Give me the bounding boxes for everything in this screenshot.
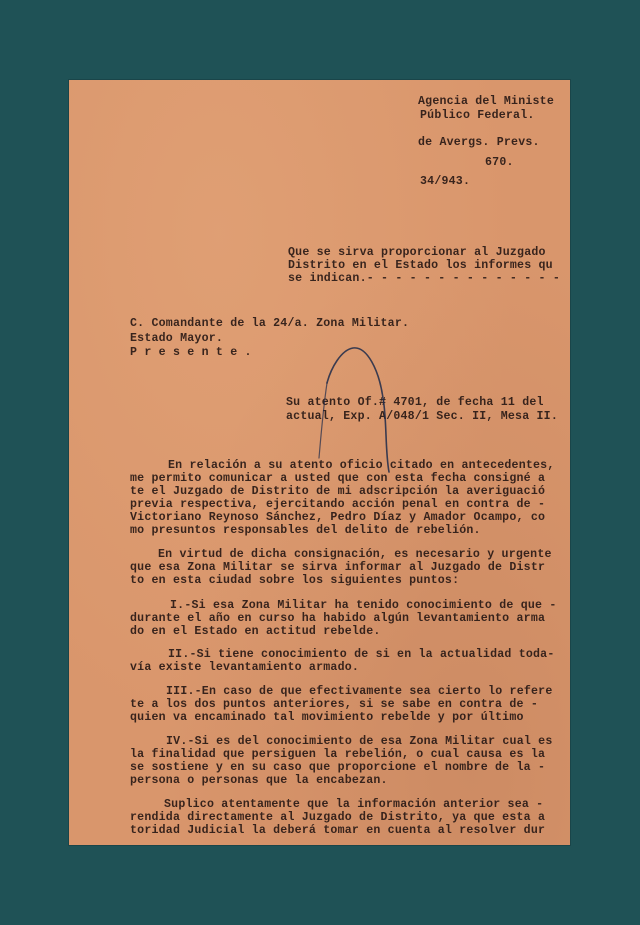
body-p2-line-1: En virtud de dicha consignación, es necesario y urgente — [158, 548, 552, 561]
body-p2-line-3: to en esta ciudad sobre los siguientes puntos: — [130, 574, 460, 587]
body-p5-line-2: te a los dos puntos anteriores, si se sabe en contra de - — [130, 698, 538, 711]
body-p2-line-2: que esa Zona Militar se sirva informar al Juzgado de Distr — [130, 561, 546, 574]
body-p5-line-3: quien va encaminado tal movimiento rebelde y por último — [130, 711, 524, 724]
body-p1-line-2: me permito comunicar a usted que con esta fecha consigné a — [130, 472, 546, 485]
header-line-1: Agencia del Ministe — [418, 95, 554, 108]
document-page — [69, 80, 570, 845]
body-p6-line-4: persona o personas que la encabezan. — [130, 774, 388, 787]
addressee-line-1: C. Comandante de la 24/a. Zona Militar. — [130, 317, 410, 330]
body-p6-line-1: IV.-Si es del conocimiento de esa Zona Militar cual es — [166, 735, 553, 748]
reference-line-2: actual, Exp. A/048/1 Sec. II, Mesa II. — [286, 410, 558, 423]
body-p6-line-3: se sostiene y en su caso que proporcione el nombre de la - — [130, 761, 546, 774]
subject-line-3: se indican.- - - - - - - - - - - - - - — [288, 272, 560, 285]
body-p7-line-1: Suplico atentamente que la información anterior sea - — [164, 798, 544, 811]
body-p3-line-1: I.-Si esa Zona Militar ha tenido conocimiento de que - — [170, 599, 557, 612]
handwritten-ink-mark — [69, 80, 570, 845]
body-p7-line-3: toridad Judicial la deberá tomar en cuenta al resolver dur — [130, 824, 546, 837]
header-line-2: Público Federal. — [420, 109, 535, 122]
body-p7-line-2: rendida directamente al Juzgado de Distrito, ya que esta a — [130, 811, 546, 824]
body-p1-line-1: En relación a su atento oficio citado en antecedentes, — [168, 459, 555, 472]
body-p3-line-2: durante el año en curso ha habido algún levantamiento arma — [130, 612, 546, 625]
addressee-line-2: Estado Mayor. — [130, 332, 224, 345]
body-p4-line-1: II.-Si tiene conocimiento de si en la actualidad toda- — [168, 648, 555, 661]
addressee-line-3: P r e s e n t e . — [130, 346, 252, 359]
body-p6-line-2: la finalidad que persiguen la rebelión, o cual causa es la — [130, 748, 546, 761]
body-p1-line-4: previa respectiva, ejercitando acción penal en contra de - — [130, 498, 546, 511]
body-p1-line-5: Victoriano Reynoso Sánchez, Pedro Díaz y Amador Ocampo, co — [130, 511, 546, 524]
body-p5-line-1: III.-En caso de que efectivamente sea cierto lo refere — [166, 685, 553, 698]
body-p1-line-3: te el Juzgado de Distrito de mi adscripción la averiguació — [130, 485, 546, 498]
reference-line-1: Su atento Of.# 4701, de fecha 11 del — [286, 396, 544, 409]
body-p3-line-3: do en el Estado en actitud rebelde. — [130, 625, 381, 638]
subject-line-1: Que se sirva proporcionar al Juzgado — [288, 246, 546, 259]
header-line-5: 34/943. — [420, 175, 471, 188]
body-p4-line-2: vía existe levantamiento armado. — [130, 661, 360, 674]
body-p1-line-6: mo presuntos responsables del delito de rebelión. — [130, 524, 481, 537]
header-line-3: de Avergs. Prevs. — [418, 136, 540, 149]
header-line-4: 670. — [485, 156, 514, 169]
subject-line-2: Distrito en el Estado los informes qu — [288, 259, 553, 272]
